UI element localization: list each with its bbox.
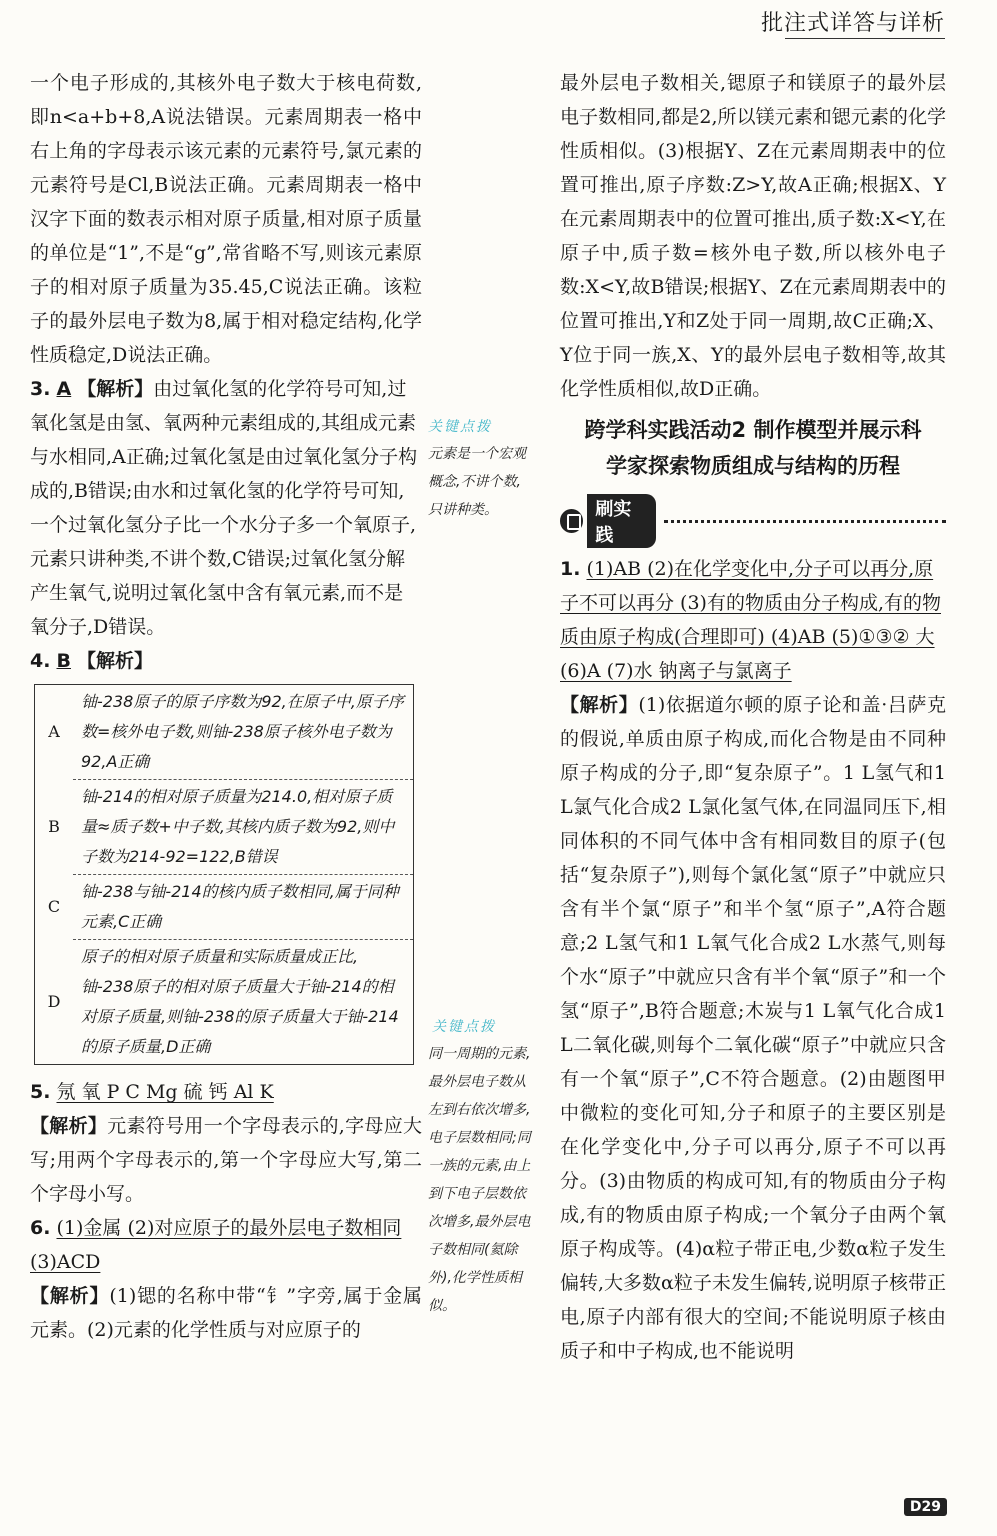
q6-analysis-text: (1)锶的名称中带“钅”字旁,属于金属元素。(2)元素的化学性质与对应原子的 <box>30 1285 422 1341</box>
q3-analysis-tag: 【解析】 <box>77 378 154 400</box>
note-2-text: 同一周期的元素,最外层电子数从左到右依次增多,电子层数相同;同一族的元素,由上到下电子层数依次增多,最外层电子数相同(氦除外),化学性质相似。 <box>428 1046 531 1314</box>
pq1-answer: (1)AB (2)在化学变化中,分子可以再分,原子不可以再分 (3)有的物质由分子构成,有的物质由原子构成(合理即可) (4)AB (5)①③② 大 (6)A (7)水 钠离子与氯离子 <box>560 558 941 682</box>
q4-analysis-tag: 【解析】 <box>77 650 154 672</box>
right-paragraph-1: 最外层电子数相关,锶原子和镁原子的最外层电子数相同,都是2,所以镁元素和锶元素的化学性质相似。(3)根据Y、Z在元素周期表中的位置可推出,原子序数:Z>Y,故A正确;根据X、Y在元素周期表中的位置可推出,质子数:X<Y,在原子中,质子数=核外电子数,所以核外电子数:X<Y,故B错误;根据Y、Z在元素周期表中的位置可推出,Y和Z处于同一周期,故C正确;X、Y位于同一族,X、Y的最外层电子数相等,故其化学性质相似,故D正确。 <box>560 72 946 400</box>
practice-badge <box>560 494 946 548</box>
question-5 <box>30 1075 422 1109</box>
q5-analysis <box>30 1109 422 1211</box>
pencil-icon <box>560 509 583 533</box>
pq1-analysis-tag: 【解析】 <box>560 694 639 716</box>
option-key: D <box>47 991 61 1011</box>
section-title-line-2: 学家探索物质组成与结构的历程 <box>606 454 900 478</box>
q6-analysis <box>30 1279 422 1347</box>
q3-analysis-text: 由过氧化氢的化学符号可知,过氧化氢是由氢、氧两种元素组成的,其组成元素与水相同,A正确;过氧化氢是由过氧化氢分子构成的,B错误;由水和过氧化氢的化学符号可知,一个过氧化氢分子比一个水分子多一个氧原子,元素只讲种类,不讲个数,C错误;过氧化氢分解产生氧气,说明过氧化氢中含有氧元素,而不是氧分子,D错误。 <box>30 378 418 638</box>
q5-answer: 氖 氧 P C Mg 硫 钙 Al K <box>56 1081 274 1103</box>
option-text: 原子的相对原子质量和实际质量成正比,铀-238原子的相对原子质量大于铀-214的相对原子质量,则铀-238的原子质量大于铀-214的原子质量,D正确 <box>73 940 414 1065</box>
practice-question-1 <box>560 552 946 688</box>
q4-answer: B <box>56 650 71 672</box>
note-1-heading: 关键点拨 <box>428 419 492 435</box>
option-text: 铀-238原子的原子序数为92,在原子中,原子序数=核外电子数,则铀-238原子核外电子数为92,A正确 <box>81 692 404 771</box>
question-6 <box>30 1211 422 1279</box>
table-row <box>35 685 414 780</box>
header-rule <box>785 38 945 39</box>
q6-number: 6. <box>30 1217 51 1239</box>
dotted-divider <box>664 520 946 523</box>
left-paragraph-1: 一个电子形成的,其核外电子数大于核电荷数,即n<a+b+8,A说法错误。元素周期表一格中右上角的字母表示该元素的元素符号,氯元素的元素符号是Cl,B说法正确。元素周期表一格中汉字下面的数表示相对原子质量,相对原子质量的单位是“1”,不是“g”,常省略不写,则该元素原子的相对原子质量为35.45,C说法正确。该粒子的最外层电子数为8,属于相对稳定结构,化学性质稳定,D说法正确。 <box>30 72 422 366</box>
option-text: 铀-214的相对原子质量为214.0,相对原子质量≈质子数+中子数,其核内质子数为92,则中子数为214-92=122,B错误 <box>73 780 414 875</box>
practice-badge-label: 刷实践 <box>587 494 656 548</box>
q5-number: 5. <box>30 1081 51 1103</box>
q6-answer-line2: (3)ACD <box>30 1251 101 1273</box>
q4-options-table <box>34 684 414 1065</box>
option-key: C <box>47 897 61 916</box>
q4-number: 4. <box>30 650 51 672</box>
section-title <box>560 412 946 484</box>
note-2-heading: 关键点拨 <box>432 1019 496 1035</box>
question-4 <box>30 644 422 678</box>
pq1-analysis-text: (1)依据道尔顿的原子论和盖·吕萨克的假说,单质由原子构成,而化合物是由不同种原子构成的分子,即“复杂原子”。1 L氢气和1 L氯气化合成2 L氯化氢气体,在同温同压下,相同体积的不同气体中含有相同数目的原子(包括“复杂原子”),则每个氯化氢“原子”中就应只含有半个氯“原子”和半个氢“原子”,A符合题意;2 L氢气和1 L氧气化合成2 L水蒸气,则每个水“原子”中就应只含有半个氧“原子”和一个氢“原子”,B符合题意;木炭与1 L氧气化合成1 L二氧化碳,则每个二氧化碳“原子”中就应只含有一个氧“原子”,C不符合题意。(2)由题图甲中微粒的变化可知,分子和原子的主要区别是在化学变化中,分子可以再分,原子不可以再分。(3)由物质的构成可知,有的物质由分子构成,有的物质由原子构成;一个氧分子由两个氧原子构成等。(4)α粒子带正电,少数α粒子发生偏转,大多数α粒子未发生偏转,说明原子核带正电,原子内部有很大的空间;不能说明原子核由质子和中子构成,也不能说明 <box>560 694 946 1362</box>
section-title-line-1: 跨学科实践活动2 制作模型并展示科 <box>584 418 922 442</box>
left-column <box>30 66 422 1347</box>
page-number: D29 <box>904 1498 947 1516</box>
q5-analysis-text: 元素符号用一个字母表示的,字母应大写;用两个字母表示的,第一个字母应大写,第二个字母小写。 <box>30 1115 422 1205</box>
option-text: 铀-238与铀-214的核内质子数相同,属于同种元素,C正确 <box>73 875 414 940</box>
table-row <box>35 780 414 875</box>
question-3 <box>30 372 422 644</box>
note-1-text: 元素是一个宏观概念,不讲个数,只讲种类。 <box>428 446 526 518</box>
pq1-analysis <box>560 688 946 1368</box>
table-row <box>35 875 414 940</box>
q3-number: 3. <box>30 378 51 400</box>
right-column <box>560 66 946 1368</box>
q6-answer-line1: (1)金属 (2)对应原子的最外层电子数相同 <box>56 1217 402 1239</box>
q6-analysis-tag: 【解析】 <box>30 1285 110 1307</box>
header-title: 批注式详答与详析 <box>760 11 945 36</box>
option-key: B <box>48 817 60 836</box>
q3-answer: A <box>56 378 72 400</box>
option-key: A <box>48 722 60 742</box>
q5-analysis-tag: 【解析】 <box>30 1115 108 1137</box>
table-row <box>35 940 414 1065</box>
pq1-number: 1. <box>560 558 581 580</box>
